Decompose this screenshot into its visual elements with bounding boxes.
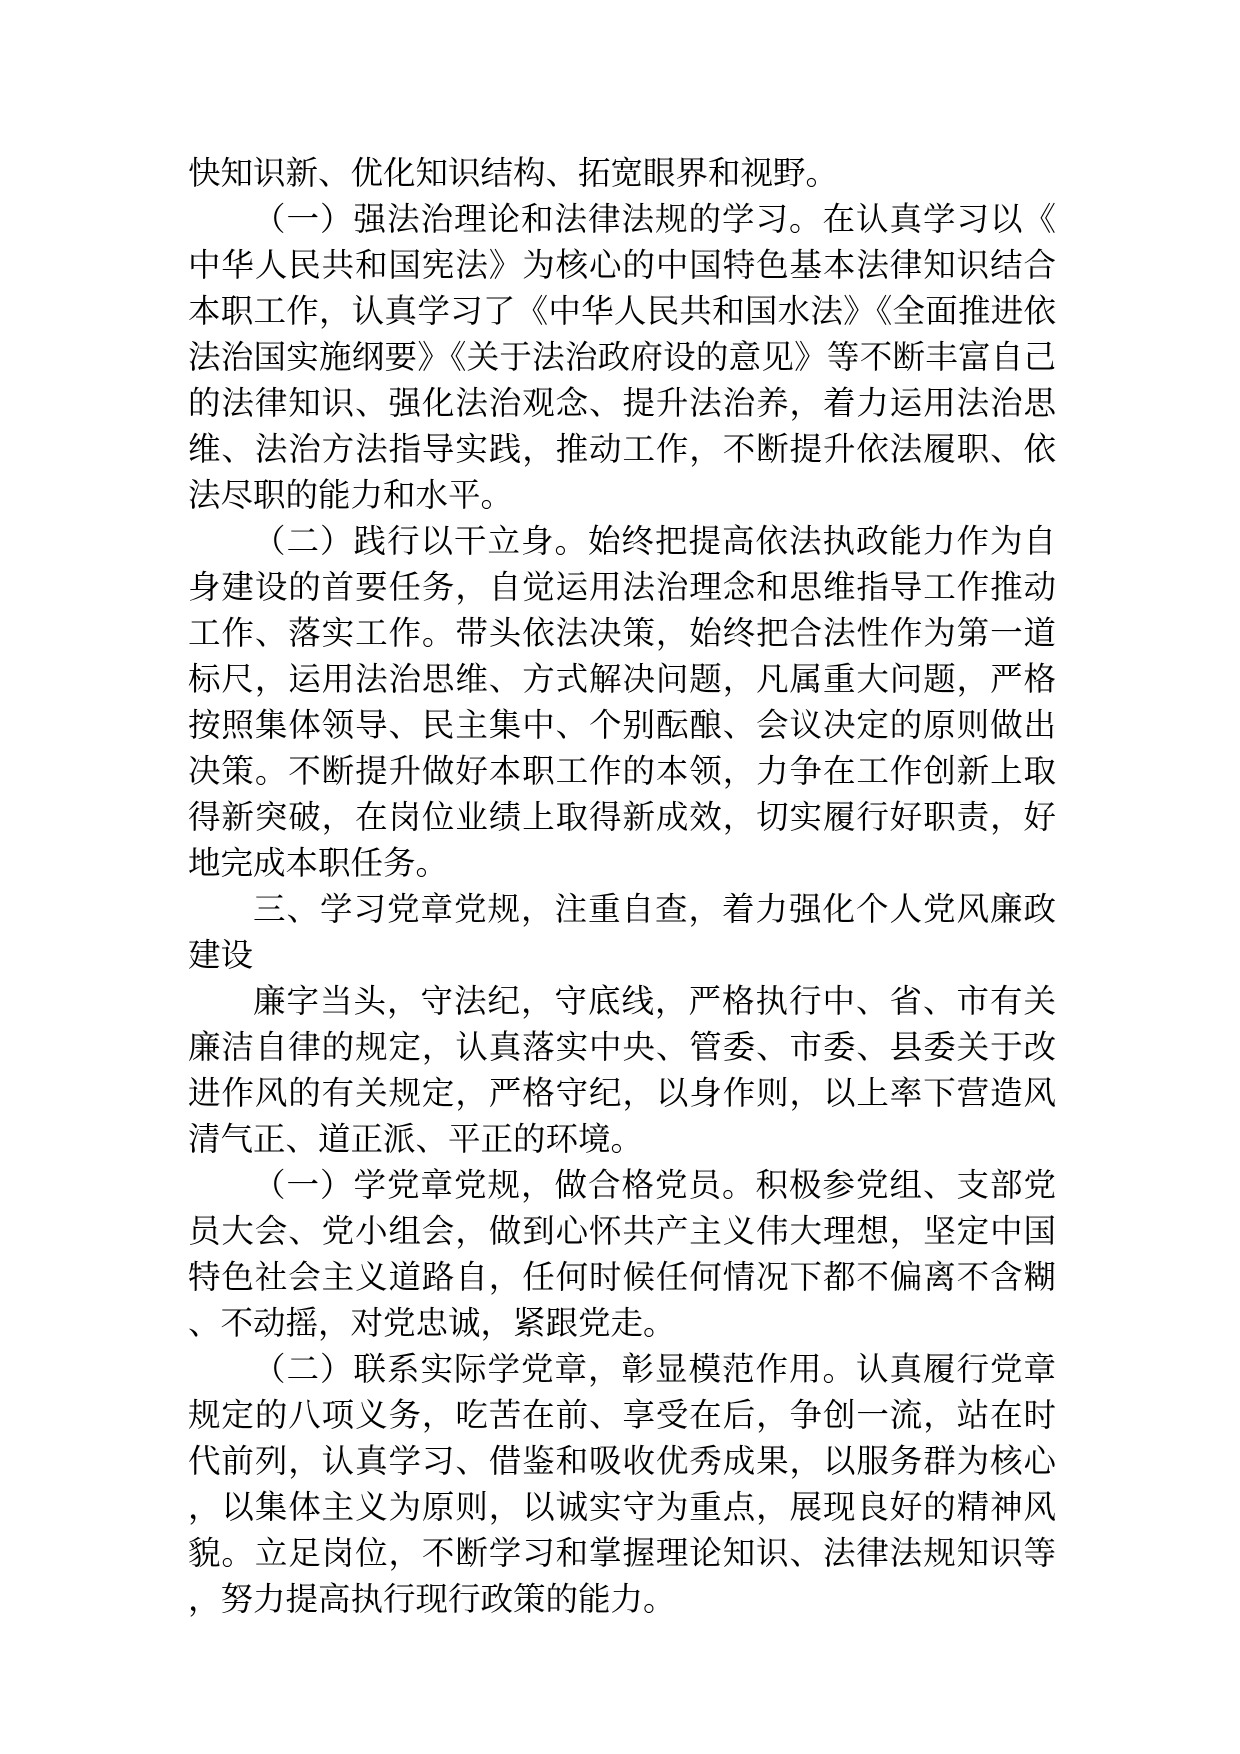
paragraph-party-constitution: （一）学党章党规，做合格党员。积极参党组、支部党员大会、党小组会，做到心怀共产主义伟大理想，坚定中国特色社会主义道路自，任何时候任何情况下都不偏离不含糊、不动摇，对党忠诚，紧跟党走。: [188, 1166, 1056, 1342]
paragraph-exemplary-role: （二）联系实际学党章，彰显模范作用。认真履行党章规定的八项义务，吃苦在前、享受在后，争创一流，站在时代前列，认真学习、借鉴和吸收优秀成果，以服务群为核心，以集体主义为原则，以诚实守为重点，展现良好的精神风貌。立足岗位，不断学习和掌握理论知识、法律法规知识等，努力提高执行现行政策的能力。: [188, 1350, 1056, 1618]
document-body: [188, 150, 1056, 1622]
paragraph-practice: （二）践行以干立身。始终把提高依法执政能力作为自身建设的首要任务，自觉运用法治理念和思维指导工作推动工作、落实工作。带头依法决策，始终把合法性作为第一道标尺，运用法治思维、方式解决问题，凡属重大问题，严格按照集体领导、民主集中、个别酝酿、会议决定的原则做出决策。不断提升做好本职工作的本领，力争在工作创新上取得新突破，在岗位业绩上取得新成效，切实履行好职责，好地完成本职任务。: [188, 522, 1056, 882]
paragraph-continuation: 快知识新、优化知识结构、拓宽眼界和视野。: [188, 154, 839, 192]
section-heading-party-discipline: 三、学习党章党规，注重自查，着力强化个人党风廉政建设: [188, 890, 1056, 974]
paragraph-integrity: 廉字当头，守法纪，守底线，严格执行中、省、市有关廉洁自律的规定，认真落实中央、管委、市委、县委关于改进作风的有关规定，严格守纪，以身作则，以上率下营造风清气正、道正派、平正的环境。: [188, 982, 1056, 1158]
paragraph-law-study: （一）强法治理论和法律法规的学习。在认真学习以《中华人民共和国宪法》为核心的中国特色基本法律知识结合本职工作，认真学习了《中华人民共和国水法》《全面推进依法治国实施纲要》《关于法治政府设的意见》等不断丰富自己的法律知识、强化法治观念、提升法治养，着力运用法治思维、法治方法指导实践，推动工作，不断提升依法履职、依法尽职的能力和水平。: [188, 200, 1056, 514]
